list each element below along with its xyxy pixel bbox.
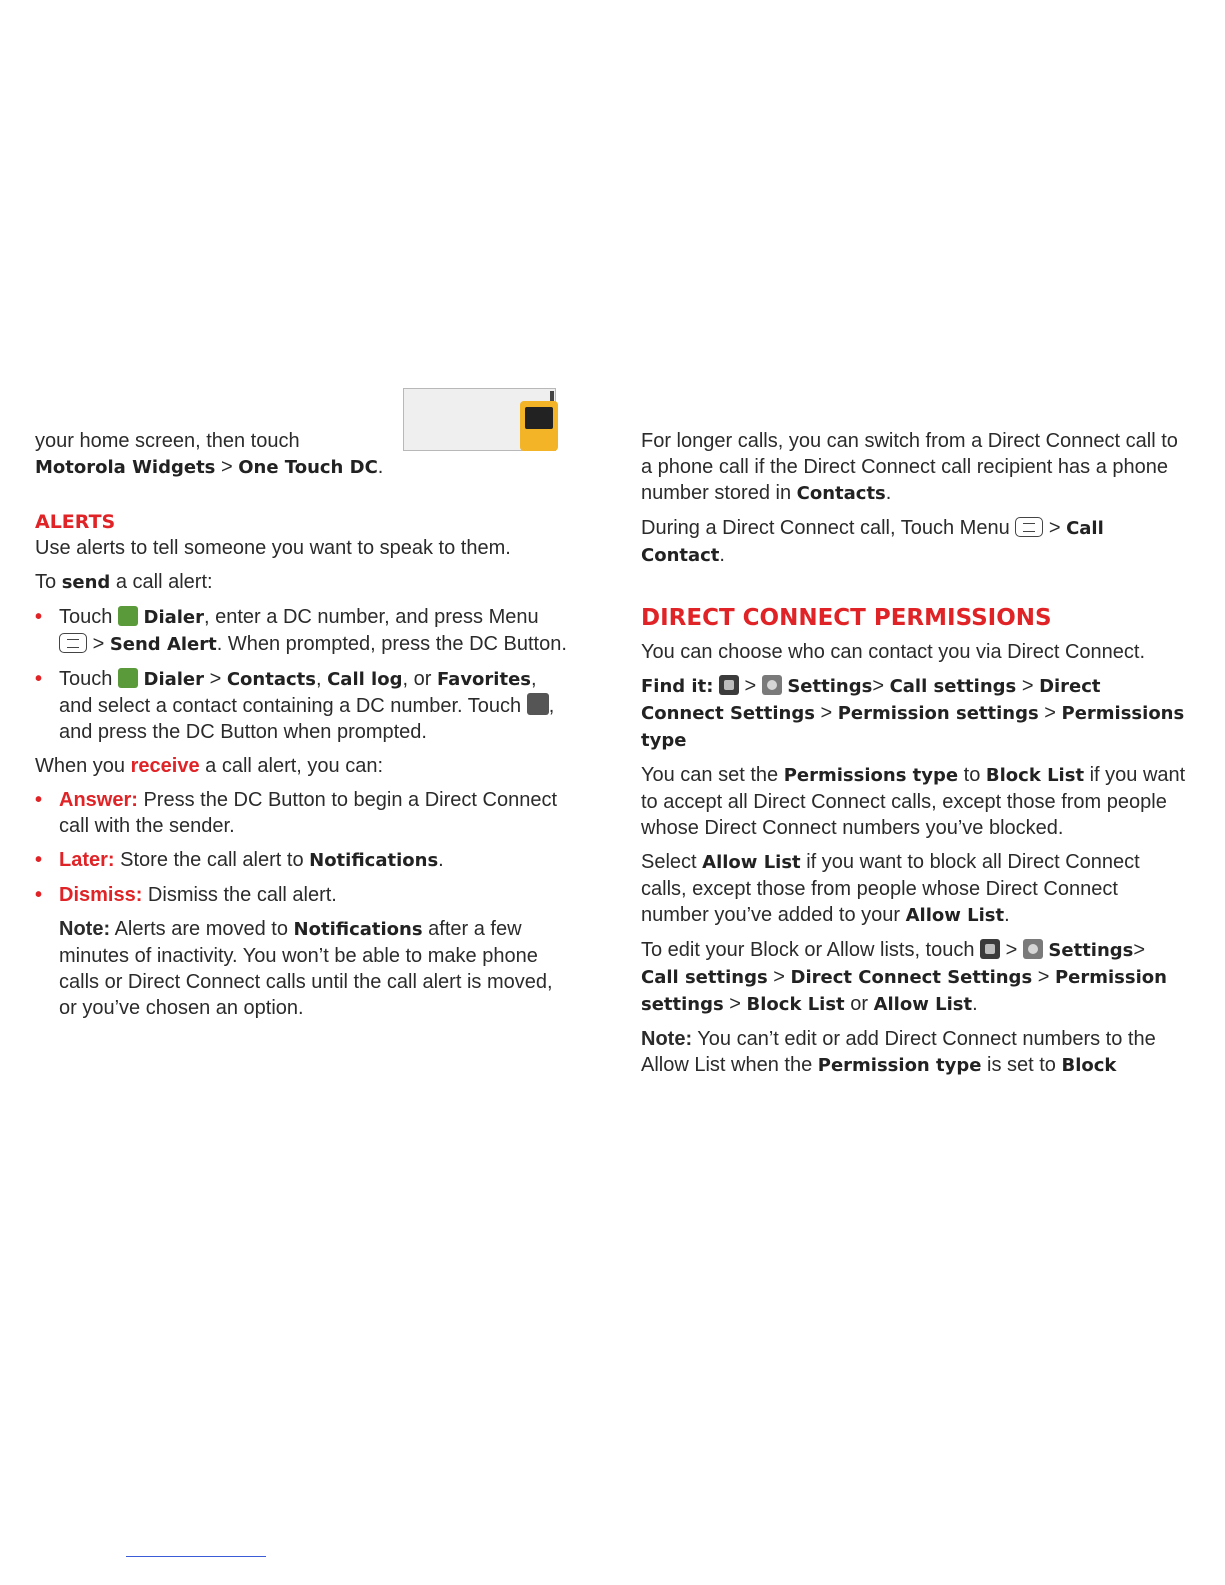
- one-touch-dc-label: One Touch DC: [238, 457, 378, 478]
- bullet-answer: • Answer: Press the DC Button to begin a Direct Connect call with the sender.: [35, 789, 558, 837]
- bullet-later: • Later: Store the call alert to Notifications.: [35, 849, 444, 871]
- menu-icon: [1015, 517, 1043, 537]
- alerts-heading: ALERTS: [35, 511, 116, 533]
- left-column: [35, 428, 570, 1029]
- permissions-note: Note: You can’t edit or add Direct Connect numbers to the Allow List when the Permission type is set to Block: [641, 1028, 1156, 1076]
- bullet-send-contacts: • Touch Dialer > Contacts, Call log, or Favorites, and select a contact containing a DC number. Touch , and press the DC Button when prompted.: [35, 668, 555, 743]
- bullet-dismiss: • Dismiss: Dismiss the call alert.: [35, 884, 337, 906]
- widget-antenna: [550, 391, 554, 401]
- footer-link-underline: [126, 1556, 266, 1557]
- bullet-dot: •: [35, 606, 43, 628]
- permissions-heading: DIRECT CONNECT PERMISSIONS: [641, 605, 1052, 631]
- settings-gear-icon: [1023, 939, 1043, 959]
- dialer-icon: [118, 668, 138, 688]
- bullet-send-dialer: • Touch Dialer, enter a DC number, and press Menu > Send Alert. When prompted, press the DC Button.: [35, 606, 567, 655]
- find-it-path: Find it: > Settings> Call settings > Direct Connect Settings > Permission settings > Permissions type: [641, 675, 1185, 751]
- right-column: [641, 428, 1186, 1087]
- menu-icon: [59, 633, 87, 653]
- block-list-paragraph: You can set the Permissions type to Block List if you want to accept all Direct Connect calls, except those from people whose Direct Connect numbers you’ve blocked.: [641, 764, 1186, 839]
- intro-paragraph: your home screen, then touch Motorola Widgets > One Touch DC.: [35, 430, 384, 478]
- send-intro: To send a call alert:: [35, 571, 213, 593]
- apps-icon: [980, 939, 1000, 959]
- dc-phone-icon: [527, 693, 549, 715]
- longer-calls-paragraph: For longer calls, you can switch from a Direct Connect call to a phone call if the Direct Connect call recipient has a phone number stored in Contacts.: [641, 430, 1178, 504]
- edit-lists-paragraph: To edit your Block or Allow lists, touch > Settings> Call settings > Direct Connect Settings > Permission settings > Block List or Allow List.: [641, 939, 1167, 1015]
- motorola-widgets-label: Motorola Widgets: [35, 457, 216, 478]
- settings-gear-icon: [762, 675, 782, 695]
- dialer-icon: [118, 606, 138, 626]
- widget-phone-screen: [525, 407, 553, 429]
- apps-icon: [719, 675, 739, 695]
- call-contact-paragraph: During a Direct Connect call, Touch Menu > Call Contact.: [641, 517, 1104, 566]
- allow-list-paragraph: Select Allow List if you want to block all Direct Connect calls, except those from people whose Direct Connect number you’ve added to your Allow List.: [641, 851, 1140, 926]
- receive-intro: When you receive a call alert, you can:: [35, 755, 384, 777]
- bullet-dot: •: [35, 668, 43, 690]
- permissions-intro: You can choose who can contact you via Direct Connect.: [641, 641, 1146, 663]
- alerts-description: Use alerts to tell someone you want to speak to them.: [35, 537, 511, 559]
- alerts-note: Note: Alerts are moved to Notifications after a few minutes of inactivity. You won’t be able to make phone calls or Direct Connect calls until the call alert is moved, or you’ve chosen an option.: [59, 918, 553, 1019]
